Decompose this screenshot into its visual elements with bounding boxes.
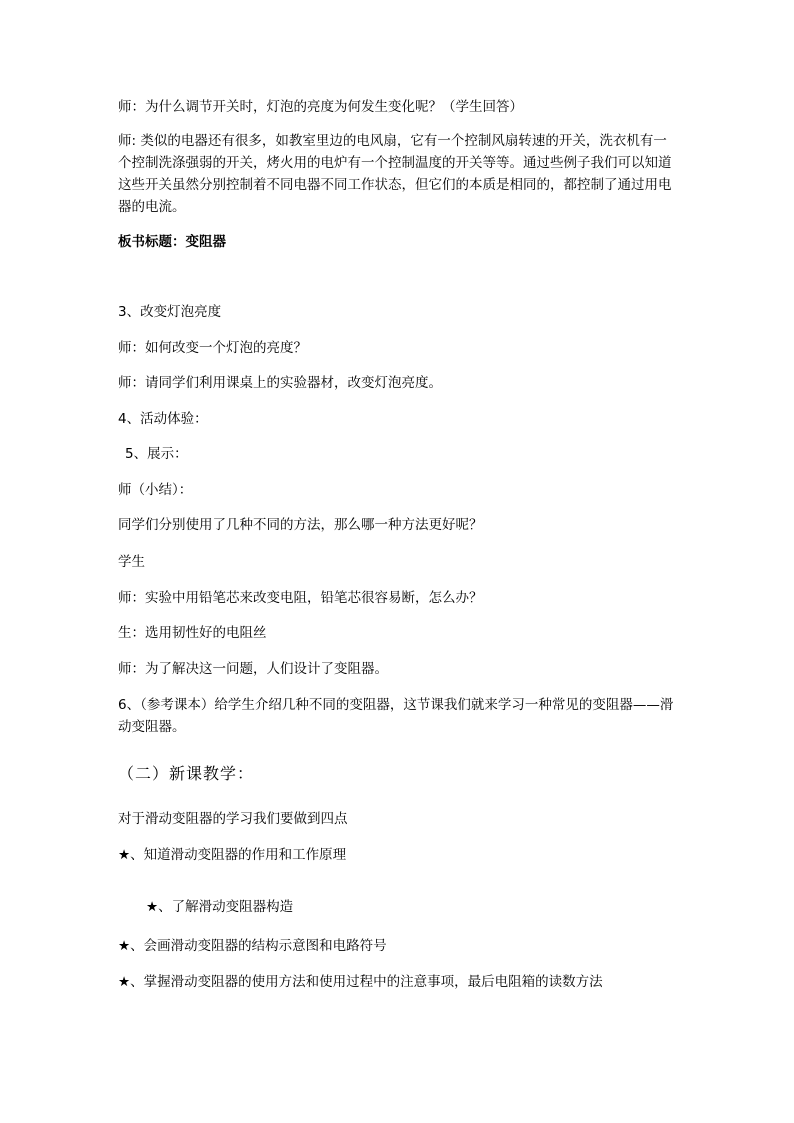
step-6-paragraph: 6、（参考课本）给学生介绍几种不同的变阻器，这节课我们就来学习一种常见的变阻器——滑动变阻器。 bbox=[118, 697, 674, 735]
student-answer: 生：选用韧性好的电阻丝 bbox=[118, 625, 267, 641]
goal-item-2: ★、了解滑动变阻器构造 bbox=[146, 899, 294, 915]
teacher-question-brightness: 师：如何改变一个灯泡的亮度？ bbox=[118, 340, 307, 356]
goal-item-4: ★、掌握滑动变阻器的使用方法和使用过程中的注意事项，最后电阻箱的读数方法 bbox=[118, 974, 603, 990]
board-title: 板书标题：变阻器 bbox=[118, 234, 226, 250]
step-4-heading: 4、活动体验： bbox=[118, 411, 208, 427]
teacher-instruction: 师：请同学们利用课桌上的实验器材，改变灯泡亮度。 bbox=[118, 375, 442, 391]
teacher-summary-label: 师（小结）： bbox=[118, 482, 193, 498]
teacher-conclusion: 师：为了解决这一问题，人们设计了变阻器。 bbox=[118, 661, 388, 677]
summary-question: 同学们分别使用了几种不同的方法，那么哪一种方法更好呢？ bbox=[118, 517, 483, 533]
teacher-explanation-paragraph: 师: 类似的电器还有很多，如教室里边的电风扇，它有一个控制风扇转速的开关，洗衣机有一个控制洗涤强弱的开关，烤火用的电炉有一个控制温度的开关等等。通过些例子我们可以知道这些开关虽然分别控制着不同电器不同工作状态，但它们的本质是相同的，都控制了通过用电器的电流。 bbox=[118, 133, 672, 215]
step-5-heading: 5、展示： bbox=[125, 446, 188, 462]
goal-item-3: ★、会画滑动变阻器的结构示意图和电路符号 bbox=[118, 938, 387, 954]
learning-goals-intro: 对于滑动变阻器的学习我们要做到四点 bbox=[118, 811, 348, 827]
teacher-question-line: 师：为什么调节开关时，灯泡的亮度为何发生变化呢？（学生回答） bbox=[118, 99, 523, 115]
section-new-lesson-heading: （二）新课教学： bbox=[118, 764, 255, 783]
student-label: 学生 bbox=[118, 554, 145, 570]
teacher-pencil-question: 师：实验中用铅笔芯来改变电阻，铅笔芯很容易断，怎么办？ bbox=[118, 590, 483, 606]
step-3-heading: 3、改变灯泡亮度 bbox=[118, 304, 222, 320]
goal-item-1: ★、知道滑动变阻器的作用和工作原理 bbox=[118, 847, 347, 863]
